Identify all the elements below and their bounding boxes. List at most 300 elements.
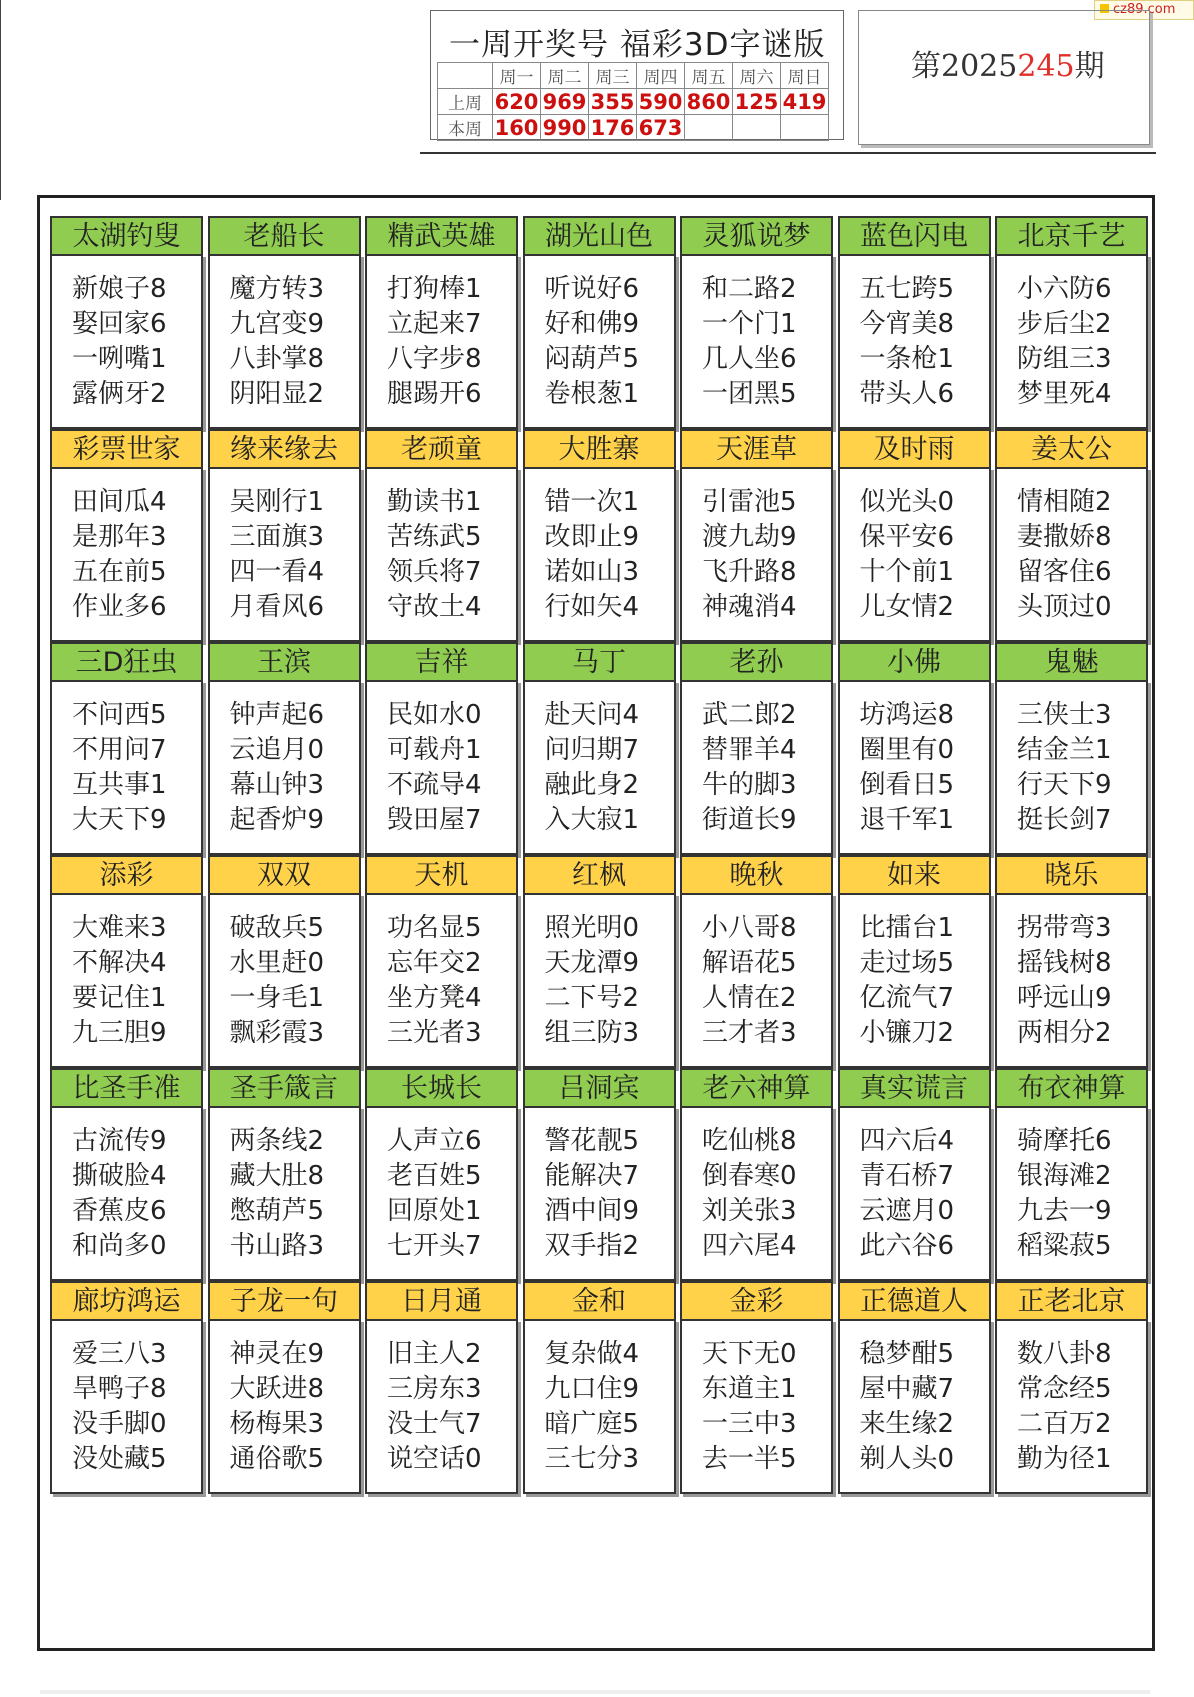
riddle-line: 稻粱菽5 [1017,1231,1112,1261]
riddle-card-title: 添彩 [50,855,203,893]
riddle-line: 十个前1 [859,557,955,587]
riddle-line: 说空话0 [387,1444,482,1474]
riddle-line: 来生缘2 [859,1409,955,1439]
riddle-line: 保平安6 [859,522,955,552]
draw-number: 125 [733,89,781,115]
left-edge-line [0,0,1,200]
riddle-card-body [995,1319,1148,1494]
riddle-card [838,429,991,642]
riddle-card-title: 如来 [838,855,991,893]
riddle-card-title: 正德道人 [838,1281,991,1319]
riddle-line: 留客住6 [1017,557,1112,587]
riddle-line: 复杂做4 [544,1339,640,1369]
riddle-line: 书山路3 [229,1231,325,1261]
day-label: 周二 [541,63,589,89]
riddle-line: 刘关张3 [702,1196,797,1226]
period-label [911,41,1105,85]
riddle-line: 坐方凳4 [387,983,482,1013]
riddle-card-body [208,893,361,1068]
riddle-line: 东道主1 [702,1374,797,1404]
riddle-line: 两条线2 [229,1126,325,1156]
riddle-line: 人情在2 [702,983,797,1013]
bottom-divider [40,1690,1150,1694]
riddle-line: 今宵美8 [859,309,955,339]
riddle-line: 不用问7 [72,735,167,765]
riddle-line: 牛的脚3 [702,770,797,800]
riddle-line: 四六后4 [859,1126,955,1156]
riddle-line: 勤为径1 [1017,1444,1112,1474]
riddle-card-body [995,1106,1148,1281]
riddle-line: 似光头0 [859,487,955,517]
riddle-line: 解语花5 [702,948,797,978]
riddle-line: 骑摩托6 [1017,1126,1112,1156]
riddle-line: 错一次1 [544,487,640,517]
riddle-line: 杨梅果3 [229,1409,325,1439]
riddle-line: 起香炉9 [229,805,325,835]
riddle-line: 情相随2 [1017,487,1112,517]
draw-table [437,62,829,141]
draw-number: 160 [493,115,541,141]
riddle-card-body [365,680,518,855]
riddle-line: 数八卦8 [1017,1339,1112,1369]
riddle-card [995,1068,1148,1281]
riddle-card [365,429,518,642]
riddle-card [680,216,833,429]
riddle-line: 飘彩霞3 [229,1018,325,1048]
riddle-card [523,216,676,429]
draw-number: 176 [589,115,637,141]
draw-number: 419 [781,89,829,115]
riddle-card-body [838,1106,991,1281]
riddle-line: 腿踢开6 [387,379,482,409]
riddle-line: 是那年3 [72,522,167,552]
riddle-card-body [208,467,361,642]
riddle-card-title: 晚秋 [680,855,833,893]
riddle-card-body [50,680,203,855]
riddle-line: 钟声起6 [229,700,325,730]
watermark-text: cz89.com [1113,2,1176,17]
riddle-card-title: 天机 [365,855,518,893]
day-label: 周日 [781,63,829,89]
riddle-card-body [50,1106,203,1281]
riddle-card [838,216,991,429]
riddle-line: 三光者3 [387,1018,482,1048]
riddle-line: 剃人头0 [859,1444,955,1474]
riddle-line: 三七分3 [544,1444,640,1474]
riddle-card-title: 布衣神算 [995,1068,1148,1106]
day-label: 周三 [589,63,637,89]
riddle-card [208,855,361,1068]
riddle-line: 旧主人2 [387,1339,482,1369]
riddle-card-title: 双双 [208,855,361,893]
riddle-card-body [680,467,833,642]
riddle-card-body [208,1319,361,1494]
riddle-line: 倒春寒0 [702,1161,797,1191]
riddle-line: 常念经5 [1017,1374,1112,1404]
riddle-card [838,1068,991,1281]
riddle-card-body [365,254,518,429]
riddle-line: 小八哥8 [702,913,797,943]
riddle-card-body [838,893,991,1068]
riddle-line: 三侠士3 [1017,700,1112,730]
riddle-line: 结金兰1 [1017,735,1112,765]
riddle-line: 民如水0 [387,700,482,730]
riddle-line: 几人坐6 [702,344,797,374]
riddle-card [365,855,518,1068]
riddle-card [995,642,1148,855]
riddle-card [680,429,833,642]
riddle-line: 此六谷6 [859,1231,955,1261]
riddle-card [523,855,676,1068]
riddle-card [995,216,1148,429]
riddle-line: 渡九劫9 [702,522,797,552]
riddle-line: 回原处1 [387,1196,482,1226]
riddle-line: 守故土4 [387,592,482,622]
riddle-line: 憋葫芦5 [229,1196,325,1226]
riddle-line: 露俩牙2 [72,379,167,409]
riddle-card [50,1068,203,1281]
riddle-line: 一个门1 [702,309,797,339]
riddle-line: 带头人6 [859,379,955,409]
riddle-card-body [523,1319,676,1494]
riddle-line: 和二路2 [702,274,797,304]
riddle-line: 小六防6 [1017,274,1112,304]
riddle-line: 功名显5 [387,913,482,943]
riddle-line: 比擂台1 [859,913,955,943]
riddle-line: 闷葫芦5 [544,344,640,374]
riddle-line: 卷根葱1 [544,379,640,409]
riddle-card-title: 姜太公 [995,429,1148,467]
riddle-line: 一条枪1 [859,344,955,374]
day-label: 周四 [637,63,685,89]
riddle-line: 九去一9 [1017,1196,1112,1226]
draw-table-corner [438,63,493,89]
riddle-line: 云遮月0 [859,1196,955,1226]
riddle-card-body [523,680,676,855]
riddle-card-body [838,467,991,642]
riddle-line: 打狗棒1 [387,274,482,304]
riddle-line: 爱三八3 [72,1339,167,1369]
riddle-line: 步后尘2 [1017,309,1112,339]
riddle-line: 退千军1 [859,805,955,835]
riddle-line: 四一看4 [229,557,325,587]
riddle-line: 天龙潭9 [544,948,640,978]
riddle-card-title: 大胜寨 [523,429,676,467]
riddle-line: 一咧嘴1 [72,344,167,374]
riddle-line: 大跃进8 [229,1374,325,1404]
riddle-card-body [680,1319,833,1494]
riddle-line: 拐带弯3 [1017,913,1112,943]
riddle-line: 撕破脸4 [72,1161,167,1191]
draw-number: 990 [541,115,589,141]
riddle-line: 藏大肚8 [229,1161,325,1191]
riddle-line: 妻撒娇8 [1017,522,1112,552]
riddle-card [680,855,833,1068]
riddle-line: 不问西5 [72,700,167,730]
riddle-card [838,1281,991,1494]
riddle-card-title: 红枫 [523,855,676,893]
riddle-card-title: 正老北京 [995,1281,1148,1319]
riddle-line: 街道长9 [702,805,797,835]
riddle-card-body [365,1106,518,1281]
riddle-line: 三房东3 [387,1374,482,1404]
riddle-card-body [365,893,518,1068]
riddle-card-body [995,254,1148,429]
riddle-line: 挺长剑7 [1017,805,1112,835]
riddle-line: 行如矢4 [544,592,640,622]
riddle-card [523,429,676,642]
riddle-line: 稳梦酣5 [859,1339,955,1369]
riddle-line: 照光明0 [544,913,640,943]
riddle-card-body [365,1319,518,1494]
riddle-card-body [838,680,991,855]
riddle-line: 和尚多0 [72,1231,167,1261]
riddle-card-body [995,467,1148,642]
riddle-line: 屋中藏7 [859,1374,955,1404]
riddle-line: 田间瓜4 [72,487,167,517]
riddle-line: 走过场5 [859,948,955,978]
riddle-card-body [680,254,833,429]
riddle-card [50,429,203,642]
riddle-card-title: 老顽童 [365,429,518,467]
riddle-card [523,1068,676,1281]
riddle-card [995,1281,1148,1494]
riddle-card-title: 马丁 [523,642,676,680]
riddle-card-body [50,893,203,1068]
riddle-card [50,216,203,429]
riddle-card [208,642,361,855]
riddle-card-title: 老船长 [208,216,361,254]
period-suffix: 期 [1074,49,1105,84]
riddle-line: 组三防3 [544,1018,640,1048]
riddle-card-title: 吕洞宾 [523,1068,676,1106]
riddle-card-title: 老六神算 [680,1068,833,1106]
draw-number: 590 [637,89,685,115]
riddle-line: 苦练武5 [387,522,482,552]
riddle-card-title: 子龙一句 [208,1281,361,1319]
riddle-card-title: 真实谎言 [838,1068,991,1106]
riddle-line: 倒看日5 [859,770,955,800]
riddle-card-title: 精武英雄 [365,216,518,254]
riddle-line: 一三中3 [702,1409,797,1439]
riddle-line: 防组三3 [1017,344,1112,374]
riddle-line: 毁田屋7 [387,805,482,835]
riddle-line: 阴阳显2 [229,379,325,409]
riddle-line: 破敌兵5 [229,913,325,943]
riddle-line: 互共事1 [72,770,167,800]
riddle-card-title: 灵狐说梦 [680,216,833,254]
draw-number: 860 [685,89,733,115]
riddle-card-title: 金和 [523,1281,676,1319]
riddle-card-title: 圣手箴言 [208,1068,361,1106]
riddle-card-body [680,680,833,855]
riddle-card [680,642,833,855]
riddle-line: 魔方转3 [229,274,325,304]
riddle-card [208,429,361,642]
riddle-line: 云追月0 [229,735,325,765]
riddle-line: 小镰刀2 [859,1018,955,1048]
riddle-line: 七开头7 [387,1231,482,1261]
riddle-card-body [50,467,203,642]
draw-number [685,115,733,141]
riddle-card-title: 晓乐 [995,855,1148,893]
riddle-line: 问归期7 [544,735,640,765]
riddle-line: 大天下9 [72,805,167,835]
riddle-card [50,1281,203,1494]
riddle-line: 领兵将7 [387,557,482,587]
riddle-card-title: 湖光山色 [523,216,676,254]
riddle-card [50,642,203,855]
riddle-card-title: 蓝色闪电 [838,216,991,254]
riddle-line: 没手脚0 [72,1409,167,1439]
riddle-line: 人声立6 [387,1126,482,1156]
riddle-card-body [523,893,676,1068]
riddle-line: 银海滩2 [1017,1161,1112,1191]
riddle-line: 武二郎2 [702,700,797,730]
riddle-card [523,642,676,855]
riddle-line: 九三胆9 [72,1018,167,1048]
riddle-card-body [838,1319,991,1494]
riddle-line: 香蕉皮6 [72,1196,167,1226]
riddle-card [208,1281,361,1494]
riddle-card-body [680,893,833,1068]
riddle-card-body [208,680,361,855]
this-week-row [438,115,829,141]
riddle-card-title: 比圣手准 [50,1068,203,1106]
riddle-card-title: 廊坊鸿运 [50,1281,203,1319]
riddle-card-body [365,467,518,642]
riddle-card-title: 吉祥 [365,642,518,680]
riddle-line: 警花靓5 [544,1126,640,1156]
riddle-line: 三才者3 [702,1018,797,1048]
riddle-card-body [523,1106,676,1281]
riddle-card-title: 太湖钓叟 [50,216,203,254]
riddle-line: 五七跨5 [859,274,955,304]
riddle-card-title: 三D狂虫 [50,642,203,680]
riddle-card-title: 鬼魅 [995,642,1148,680]
riddle-line: 青石桥7 [859,1161,955,1191]
riddle-line: 亿流气7 [859,983,955,1013]
draw-number [733,115,781,141]
riddle-card [995,855,1148,1068]
riddle-card-body [838,254,991,429]
riddle-card-title: 长城长 [365,1068,518,1106]
riddle-line: 儿女情2 [859,592,955,622]
riddle-card [208,1068,361,1281]
riddle-card-title: 小佛 [838,642,991,680]
riddle-card [838,642,991,855]
riddle-line: 两相分2 [1017,1018,1112,1048]
riddle-line: 摇钱树8 [1017,948,1112,978]
riddle-line: 幕山钟3 [229,770,325,800]
riddle-line: 新娘子8 [72,274,167,304]
riddle-card [365,216,518,429]
riddle-line: 勤读书1 [387,487,482,517]
draw-number [781,115,829,141]
riddle-line: 酒中间9 [544,1196,640,1226]
riddle-line: 融此身2 [544,770,640,800]
draw-number: 673 [637,115,685,141]
riddle-line: 五在前5 [72,557,167,587]
riddle-line: 二百万2 [1017,1409,1112,1439]
riddle-card [365,1281,518,1494]
riddle-line: 赴天问4 [544,700,640,730]
riddle-line: 作业多6 [72,592,167,622]
riddle-line: 飞升路8 [702,557,797,587]
last-week-label: 上周 [438,89,493,115]
riddle-line: 二下号2 [544,983,640,1013]
riddle-line: 九口住9 [544,1374,640,1404]
riddle-card [50,855,203,1068]
weekly-draw-box [430,10,844,140]
riddle-card [365,1068,518,1281]
riddle-line: 老百姓5 [387,1161,482,1191]
riddle-line: 要记住1 [72,983,167,1013]
day-label: 周五 [685,63,733,89]
riddle-line: 没士气7 [387,1409,482,1439]
riddle-line: 替罪羊4 [702,735,797,765]
riddle-line: 呼远山9 [1017,983,1112,1013]
draw-number: 620 [493,89,541,115]
riddle-card-body [208,1106,361,1281]
riddle-line: 诺如山3 [544,557,640,587]
riddle-line: 大难来3 [72,913,167,943]
riddle-line: 吴刚行1 [229,487,325,517]
riddle-card-title: 缘来缘去 [208,429,361,467]
riddle-line: 神灵在9 [229,1339,325,1369]
riddle-card-title: 金彩 [680,1281,833,1319]
page-title: 一周开奖号 福彩3D字谜版 [449,27,826,63]
riddle-panel [37,195,1155,1651]
riddle-line: 九宫变9 [229,309,325,339]
riddle-card [838,855,991,1068]
riddle-line: 可载舟1 [387,735,482,765]
riddle-line: 好和佛9 [544,309,640,339]
riddle-line: 八字步8 [387,344,482,374]
riddle-card-body [50,1319,203,1494]
riddle-card-body [208,254,361,429]
riddle-card-body [680,1106,833,1281]
riddle-line: 四六尾4 [702,1231,797,1261]
riddle-card-body [523,254,676,429]
riddle-card-title: 日月通 [365,1281,518,1319]
riddle-line: 通俗歌5 [229,1444,325,1474]
riddle-line: 梦里死4 [1017,379,1112,409]
period-box [858,10,1150,145]
riddle-line: 旱鸭子8 [72,1374,167,1404]
riddle-line: 坊鸿运8 [859,700,955,730]
riddle-card-body [523,467,676,642]
riddle-card-body [995,893,1148,1068]
riddle-line: 暗广庭5 [544,1409,640,1439]
riddle-card-title: 北京千艺 [995,216,1148,254]
header-divider [420,152,1156,154]
this-week-label: 本周 [438,115,493,141]
riddle-line: 一身毛1 [229,983,325,1013]
riddle-line: 天下无0 [702,1339,797,1369]
riddle-line: 圈里有0 [859,735,955,765]
riddle-line: 古流传9 [72,1126,167,1156]
riddle-line: 没处藏5 [72,1444,167,1474]
riddle-card-title: 及时雨 [838,429,991,467]
period-number: 245 [1017,49,1075,84]
riddle-line: 八卦掌8 [229,344,325,374]
riddle-line: 不疏导4 [387,770,482,800]
riddle-card-title: 王滨 [208,642,361,680]
riddle-line: 不解决4 [72,948,167,978]
day-label: 周一 [493,63,541,89]
riddle-card [680,1281,833,1494]
